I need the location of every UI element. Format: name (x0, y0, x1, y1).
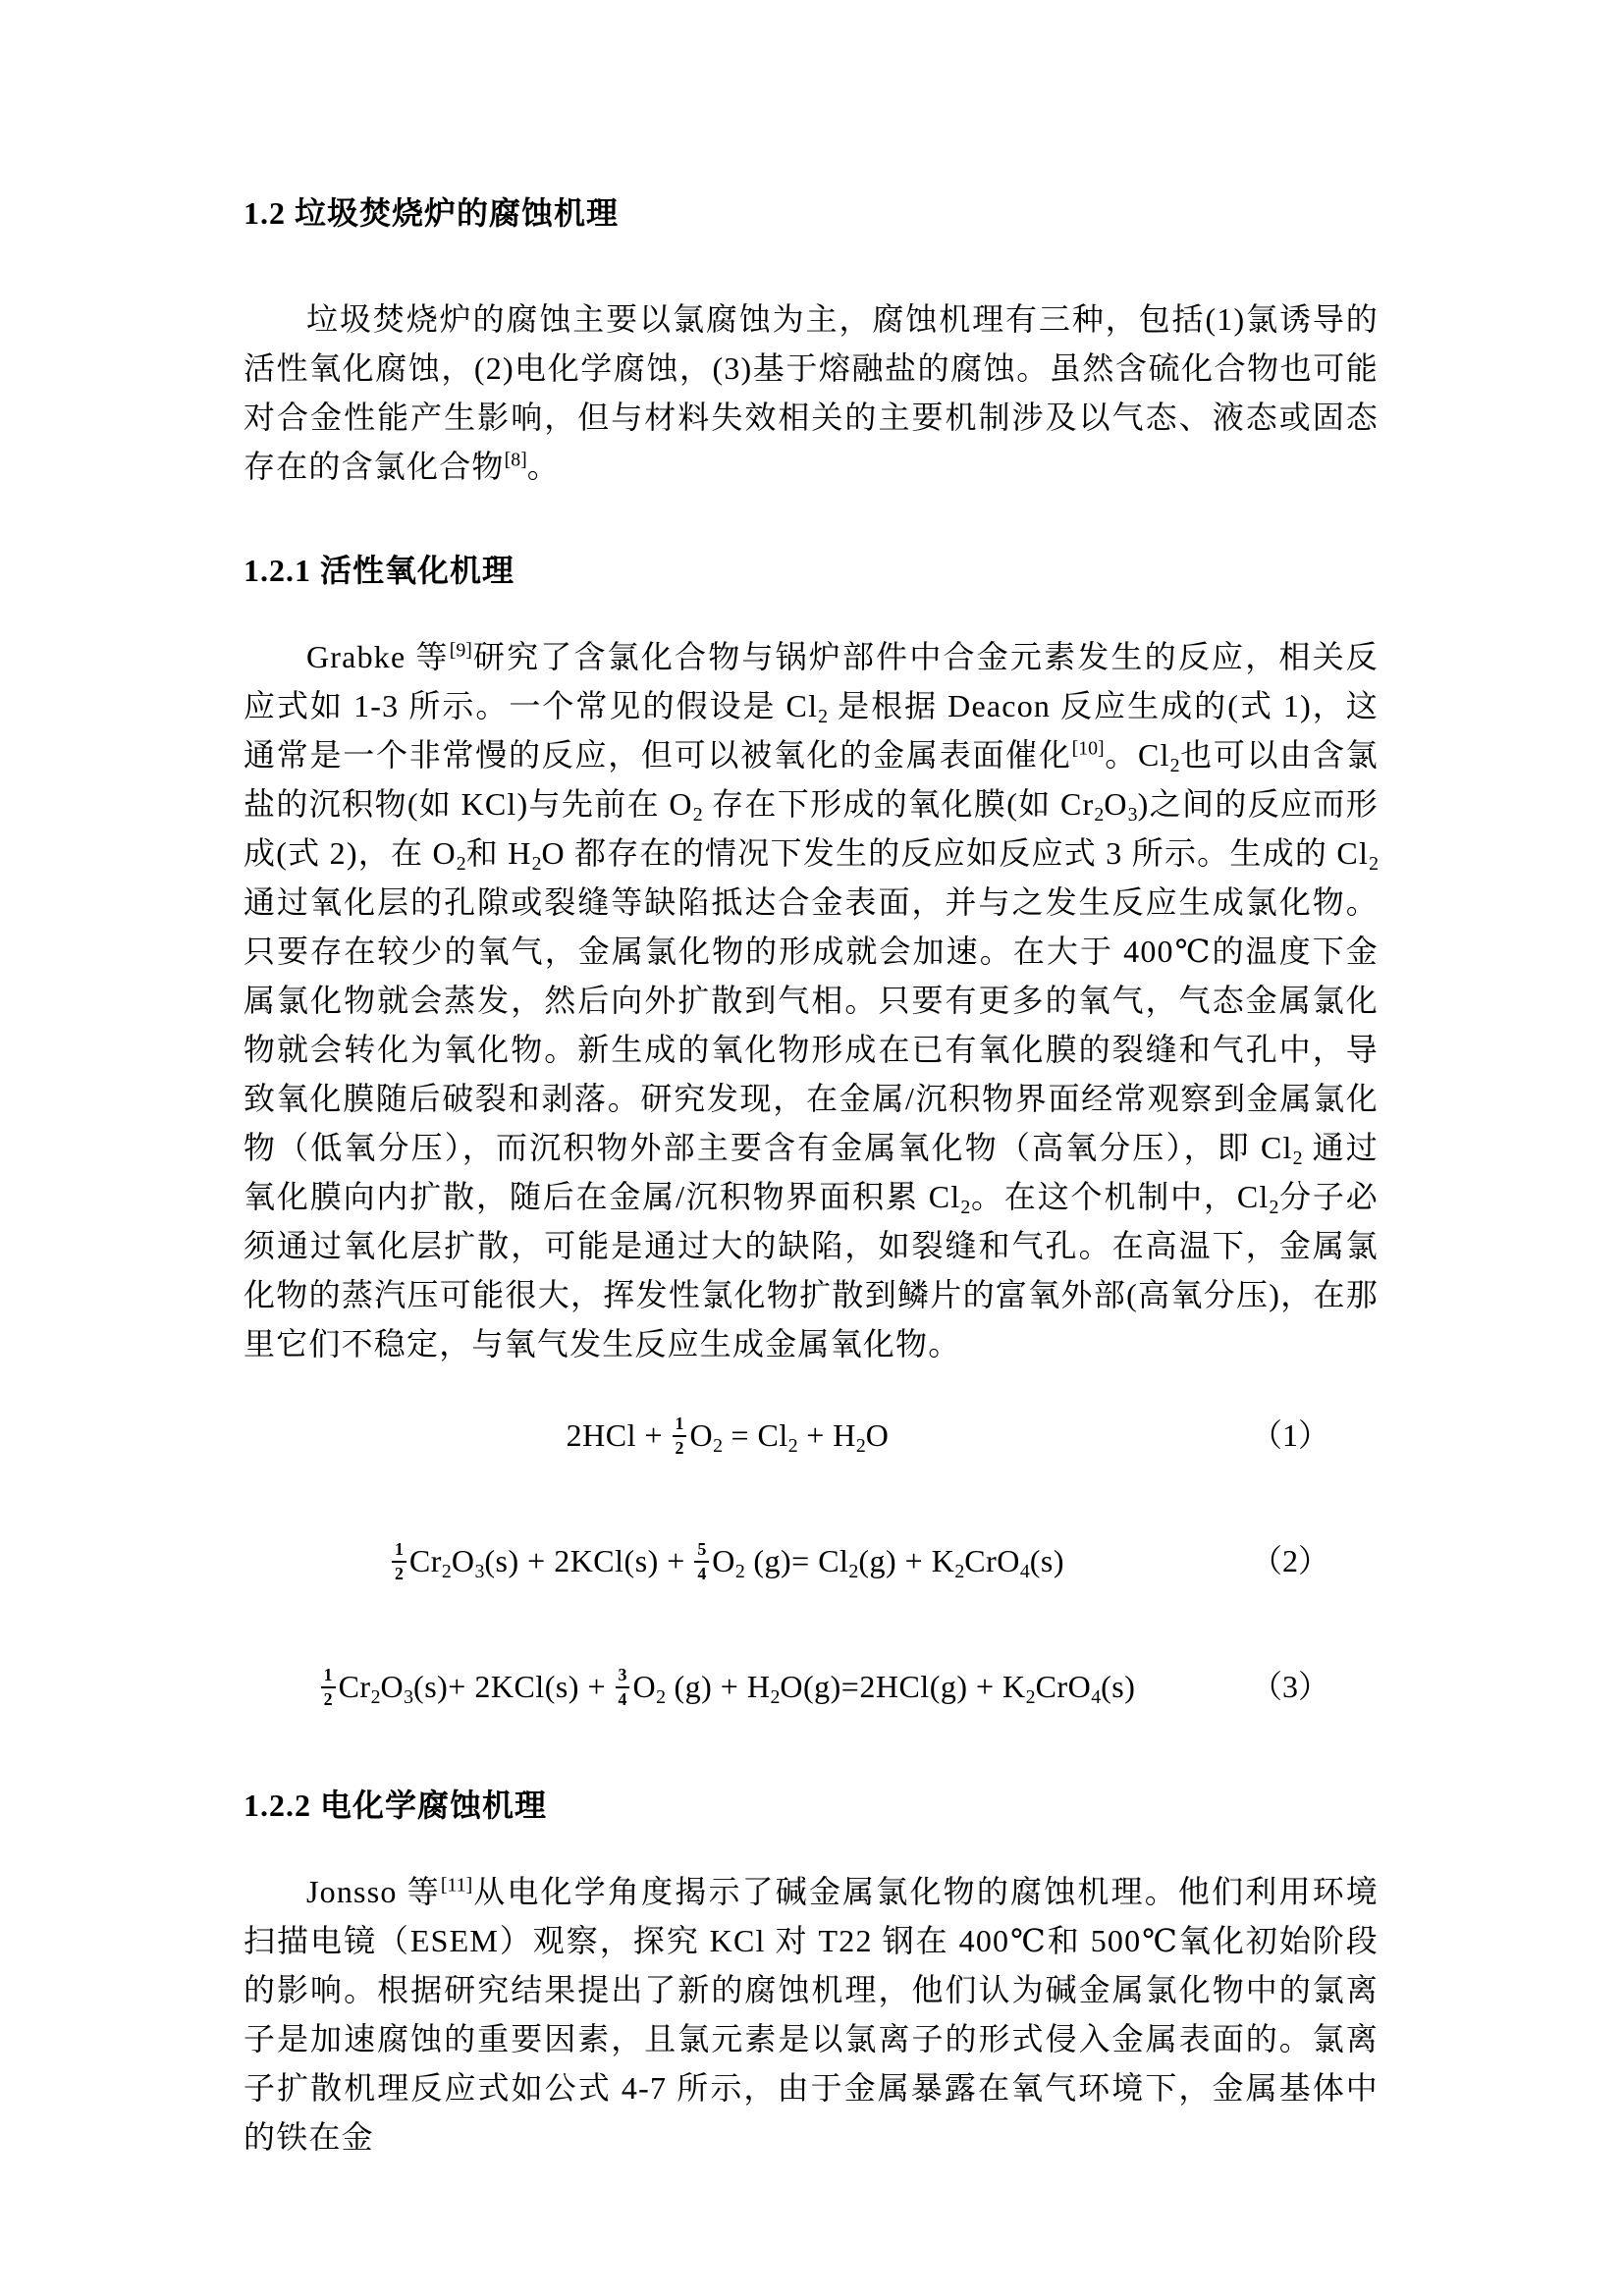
subscript: 2 (1094, 803, 1105, 826)
subscript: 3 (1127, 803, 1138, 826)
superscript-reference: [11] (440, 1874, 473, 1896)
subscript: 3 (404, 1685, 414, 1708)
fraction: $\frac{1}{2}$ (673, 1414, 687, 1458)
equation-1 (244, 1404, 1379, 1467)
superscript-reference: [8] (504, 449, 527, 471)
subscript: 2 (1292, 1147, 1303, 1169)
equation-1-formula: 2HCl + $\frac{1}{2}$ $O_2 = Cl_2 + H_2O$ (566, 1414, 890, 1458)
fraction: $\frac{1}{2}$ (321, 1665, 336, 1709)
subscript: 2 (531, 852, 542, 875)
superscript-reference: [9] (449, 639, 472, 662)
subscript: 4 (1091, 1685, 1102, 1708)
superscript-reference: [10] (1071, 737, 1105, 760)
equation-3 (244, 1655, 1379, 1718)
subscript: 2 (1025, 1685, 1036, 1708)
subscript: 2 (954, 1560, 965, 1582)
subscript: 2 (818, 705, 829, 727)
fraction: $\frac{3}{4}$ (616, 1665, 630, 1709)
subscript: 2 (1269, 1196, 1279, 1218)
subscript: 2 (848, 1560, 859, 1582)
paragraph-active-oxidation: Grabke 等[9]研究了含氯化合物与锅炉部件中合金元素发生的反应，相关反应式如 1-3 所示。一个常见的假设是 $Cl_2$ 是根据 Deacon 反应生成的(式 1)，这通常是一个非常慢的反应，但可以被氧化的金属表面催化[10]。$Cl_2$也可以由含氯盐的沉积物(如 KCl)与先前在 $O_2$ 存在下形成的氧化膜(如 $Cr_2O_3$)之间的反应而形成(式 2)，在 $O_2$和 $H_2O$ 都存在的情况下发生的反应如反应式 3 所示。生成的 $Cl_2$ 通过氧化层的孔隙或裂缝等缺陷抵达合金表面，并与之发生反应生成氯化物。只要存在较少的氧气，金属氯化物的形成就会加速。在大于 400℃的温度下金属氯化物就会蒸发，然后向外扩散到气相。只要有更多的氧气，气态金属氯化物就会转化为氧化物。新生成的氧化物形成在已有氧化膜的裂缝和气孔中，导致氧化膜随后破裂和剥落。研究发现，在金属/沉积物界面经常观察到金属氯化物（低氧分压），而沉积物外部主要含有金属氧化物（高氧分压），即 $Cl_2$ 通过氧化膜向内扩散，随后在金属/沉积物界面积累 $Cl_2$。在这个机制中，$Cl_2$分子必须通过氧化层扩散，可能是通过大的缺陷，如裂缝和气孔。在高温下，金属氯化物的蒸汽压可能很大，挥发性氯化物扩散到鳞片的富氧外部(高氧分压)，在那里它们不稳定，与氧气发生反应生成金属氧化物。 (244, 639, 1380, 1362)
subscript: 2 (1169, 754, 1180, 776)
equation-3-number: （3） (1250, 1669, 1329, 1704)
subscript: 2 (1369, 852, 1379, 875)
subscript: 2 (770, 1685, 781, 1708)
subscript: 2 (692, 803, 703, 826)
equation-3-formula: $\frac{1}{2}$ $Cr_2O_3(s)+ 2KCl(s)$ + $\frac{3}{4}$ $O_2$ $(g) + H_2O(g)=2HCl(g) + K_2CrO_4(s)$ (320, 1669, 1136, 1704)
equation-2 (244, 1529, 1379, 1592)
subscript: 4 (1019, 1560, 1030, 1582)
subscript: 2 (441, 1560, 452, 1582)
paragraph-electrochemical: Jonsso 等[11]从电化学角度揭示了碱金属氯化物的腐蚀机理。他们利用环境扫描电镜（ESEM）观察，探究 KCl 对 T22 钢在 400℃和 500℃氧化初始阶段的影响。根据研究结果提出了新的腐蚀机理，他们认为碱金属氯化物中的氯离子是加速腐蚀的重要因素，且氯元素是以氯离子的形式侵入金属表面的。氯离子扩散机理反应式如公式 4-7 所示，由于金属暴露在氧气环境下，金属基体中的铁在金 (244, 1874, 1379, 2155)
section-heading-1-2-1: 1.2.1 活性氧化机理 (244, 553, 515, 588)
fraction: $\frac{5}{4}$ (694, 1539, 709, 1583)
subscript: 2 (960, 1196, 971, 1218)
subscript: 2 (734, 1560, 745, 1582)
equation-2-formula: $\frac{1}{2}$ $Cr_2O_3(s) + 2KCl(s)$ + $\frac{5}{4}$ $O_2$ $(g)= Cl_2(g) + K_2CrO_4(s)$ (391, 1543, 1064, 1578)
equation-1-number: （1） (1250, 1417, 1329, 1453)
section-heading-1-2-2: 1.2.2 电化学腐蚀机理 (244, 1788, 548, 1823)
subscript: 2 (787, 1434, 798, 1457)
subscript: 2 (370, 1685, 381, 1708)
fraction: $\frac{1}{2}$ (392, 1539, 406, 1583)
subscript: 2 (456, 852, 466, 875)
subscript: 2 (656, 1685, 666, 1708)
subscript: 2 (855, 1434, 866, 1457)
subscript: 2 (713, 1434, 723, 1457)
section-heading-1-2: 1.2 垃圾焚烧炉的腐蚀机理 (244, 195, 620, 231)
paragraph-intro: 垃圾焚烧炉的腐蚀主要以氯腐蚀为主，腐蚀机理有三种，包括(1)氯诱导的活性氧化腐蚀，(2)电化学腐蚀，(3)基于熔融盐的腐蚀。虽然含硫化合物也可能对合金性能产生影响，但与材料失效相关的主要机制涉及以气态、液态或固态存在的含氯化合物[8]。 (244, 301, 1379, 484)
subscript: 3 (474, 1560, 485, 1582)
equation-2-number: （2） (1250, 1543, 1329, 1578)
